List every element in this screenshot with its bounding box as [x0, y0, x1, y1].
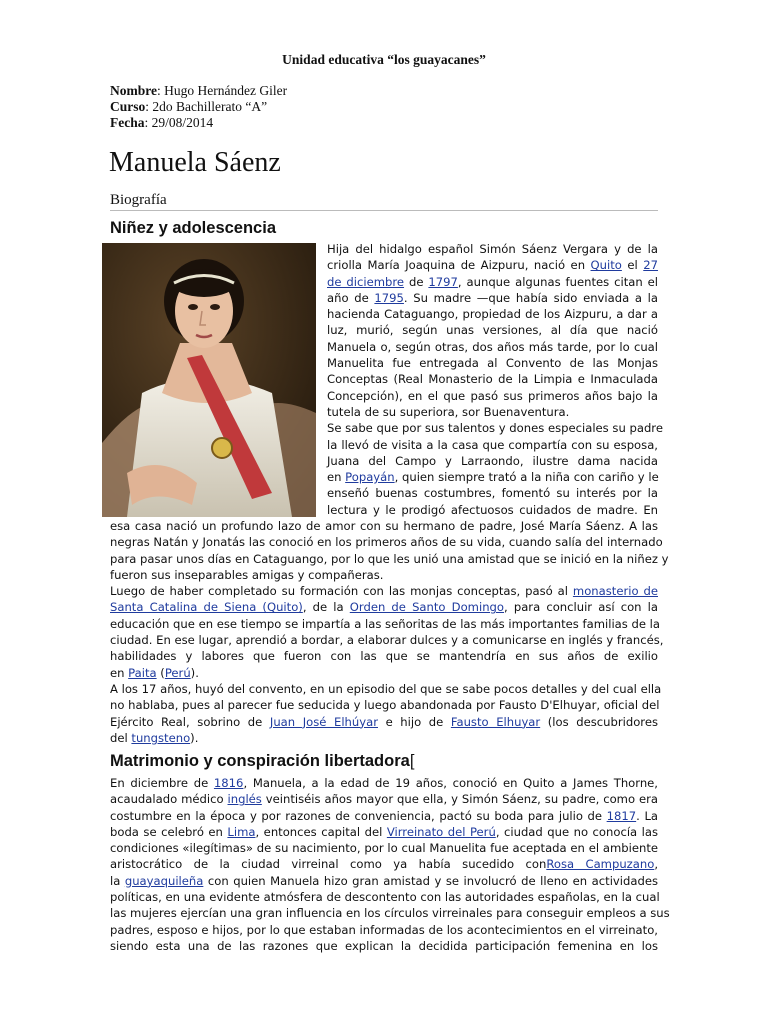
link-27[interactable]: 27 [643, 258, 659, 273]
link-juan-jose-elhuyar[interactable]: Juan José Elhúyar [269, 714, 378, 729]
link-popayan[interactable]: Popayán [345, 470, 395, 485]
link-peru[interactable]: Perú [164, 665, 191, 680]
paragraph-childhood-1: Hija del hidalgo español Simón Sáenz Vergara y de la criolla María Joaquina de Aizpuru, nació en Quito el 27 de diciembre de 1797, aunque algunas fuentes citan el año de 1795. Su madre —que había sido enviada a la hacienda Cataguango, propiedad de los Aizpuru, a dar a luz, murió, según unas versiones, al día que nació Manuela o, según otras, dos años más tarde, por lo cual Manuelita fue entregada al Convento de las Monjas Conceptas (Real Monasterio de la Limpia e Inmaculada Concepción), en el que pasó sus primeros años bajo la tutela de su superiora, sor Buenaventura. Se sabe que por sus talentos y dones especiales su padre la llevó de visita a la casa que compartía con su esposa, Juana del Campo y Larraondo, ilustre dama nacida en Popayán, quien siempre trató a la niña con cariño y le enseñó buenas costumbres, fomentó su interés por la lectura y le prodigó afectuosos cuidados de madre. En [327, 242, 663, 517]
section-heading-marriage-tail: [ [409, 752, 415, 770]
page-title: Manuela Sáenz [109, 147, 281, 178]
section-heading-marriage-text: Matrimonio y conspiración libertadora [110, 752, 410, 770]
fecha-value: 29/08/2014 [148, 115, 214, 130]
page-subtitle: Biografía [110, 192, 167, 208]
portrait-image [102, 243, 316, 517]
nombre-label: Nombre [110, 83, 157, 98]
school-name: Unidad educativa “los guayacanes” [282, 52, 486, 67]
course-line: Curso: 2do Bachillerato “A” [110, 99, 268, 114]
section-heading-childhood: Niñez y adolescencia [110, 219, 276, 237]
link-guayaquilena[interactable]: guayaquileña [124, 873, 204, 888]
link-paita[interactable]: Paita [128, 665, 157, 680]
link-lima[interactable]: Lima [227, 824, 256, 839]
link-1797[interactable]: 1797 [428, 274, 458, 289]
link-1817[interactable]: 1817 [606, 808, 637, 823]
paragraph-marriage: En diciembre de 1816, Manuela, a la edad de 19 años, conoció en Quito a James Thorne, acaudalado médico inglés veintiséis años mayor que ella, y Simón Sáenz, su padre, como era costumbre en la época y por razones de conveniencia, pactó su boda para julio de 1817. La boda se celebró en Lima, entonces capital del Virreinato del Perú, ciudad que no conocía las condiciones «ilegítimas» de su nacimiento, por lo cual Manuelita fue aceptada en el ambiente aristocrático de la ciudad virreinal como ya había sucedido conRosa Campuzano, la guayaquileña con quien Manuela hizo gran amistad y se involucró de lleno en actividades políticas, en una evidente atmósfera de descontento con las autoridades españolas, en la cual las mujeres ejercían una gran influencia en los círculos virreinales para conseguir empleos a sus padres, esposo e hijos, por lo que estaban informadas de los acontecimientos en el virreinato, siendo esta una de las razones que explican la decidida participación femenina en los [110, 776, 670, 953]
date-line: Fecha: 29/08/2014 [110, 115, 214, 130]
link-ingles[interactable]: inglés [227, 792, 262, 807]
link-rosa-campuzano[interactable]: Rosa Campuzano [546, 857, 655, 872]
link-diciembre[interactable]: de diciembre [327, 274, 405, 289]
link-monasterio[interactable]: monasterio de [572, 584, 658, 599]
curso-value: 2do Bachillerato “A” [149, 99, 268, 114]
student-name-line: Nombre: Hugo Hernández Giler [110, 83, 288, 98]
link-santa-catalina[interactable]: Santa Catalina de Siena (Quito) [110, 600, 303, 615]
link-orden-santo-domingo[interactable]: Orden de Santo Domingo [349, 600, 505, 615]
link-quito[interactable]: Quito [590, 258, 622, 273]
nombre-value: Hugo Hernández Giler [160, 83, 288, 98]
fecha-label: Fecha [110, 115, 145, 130]
link-virreinato-peru[interactable]: Virreinato del Perú [386, 824, 496, 839]
link-fausto-elhuyar[interactable]: Fausto Elhuyar [450, 714, 541, 729]
title-divider [110, 210, 658, 211]
paragraph-childhood-1-cont: esa casa nació un profundo lazo de amor con su hermano de padre, José María Sáenz. A las negras Natán y Jonatás las conoció en los primeros años de su vida, cuando salía del internado para pasar unos días en Cataguango, por lo que les unió una amistad que se inició en la niñez y fueron sus inseparables amigas y compañeras. Luego de haber completado su formación con las monjas conceptas, pasó al monasterio de Santa Catalina de Siena (Quito), de la Orden de Santo Domingo, para concluir así con la educación que en ese tiempo se impartía a las señoritas de las más importantes familias de la ciudad. En ese lugar, aprendió a bordar, a elaborar dulces y a comunicarse en inglés y francés, habilidades y labores que fueron con las que se mantendría en sus años de exilio en Paita (Perú). A los 17 años, huyó del convento, en un episodio del que se sabe pocos detalles y del cual ella no hablaba, pues al parecer fue seducida y luego abandonada por Fausto D'Elhuyar, oficial del Ejército Real, sobrino de Juan José Elhúyar e hijo de Fausto Elhuyar (los descubridores del tungsteno). [110, 519, 669, 745]
link-tungsteno[interactable]: tungsteno [131, 730, 191, 745]
curso-label: Curso [110, 99, 146, 114]
section-heading-marriage [110, 752, 414, 771]
link-1816[interactable]: 1816 [213, 776, 244, 790]
link-1795[interactable]: 1795 [374, 290, 404, 305]
